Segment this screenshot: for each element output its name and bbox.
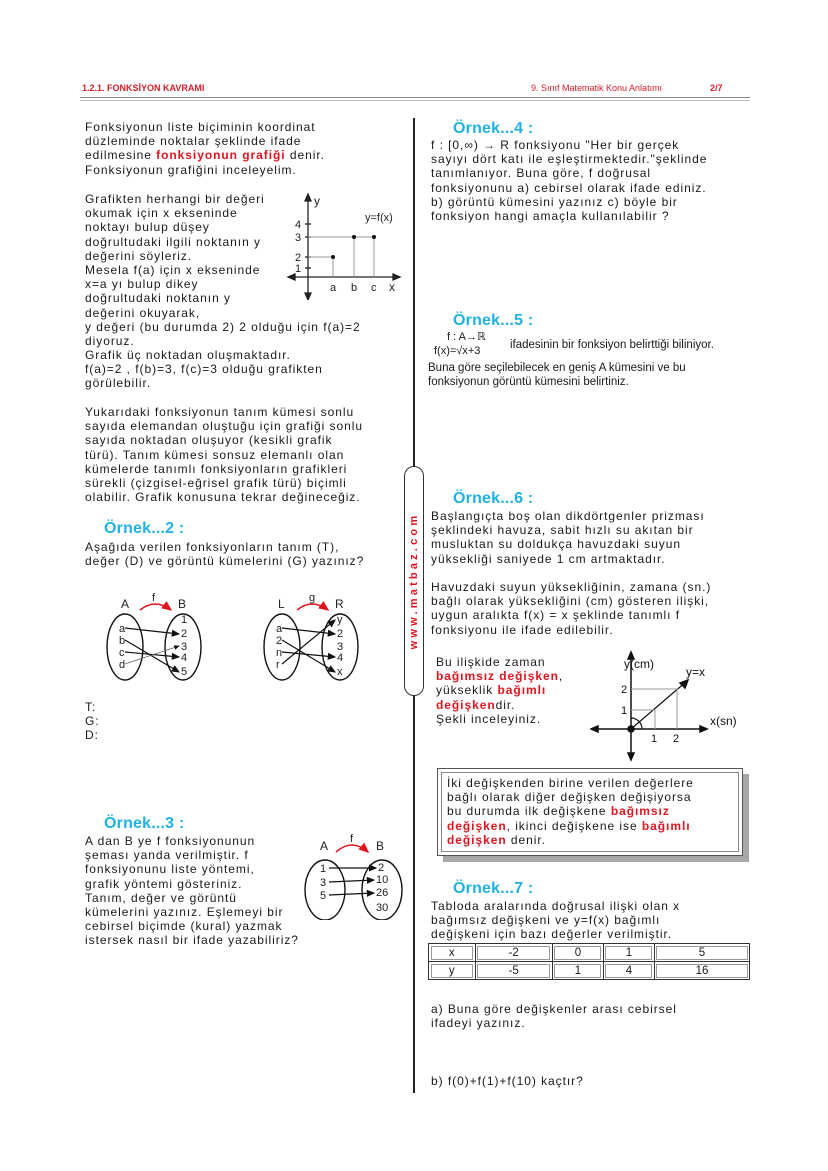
svg-text:R: R: [335, 597, 344, 611]
svg-text:y: y: [314, 194, 320, 208]
text-line: değer (D) ve görüntü kümelerini (G) yazınız?: [85, 554, 365, 569]
text-line: Aşağıda verilen fonksiyonların tanım (T),: [85, 540, 340, 554]
text-line: D:: [85, 728, 99, 743]
text-line: noktayı bulup düşey: [85, 220, 210, 235]
point-b: [352, 235, 356, 239]
intro-paragraph: [85, 120, 325, 177]
text-line: Fonksiyonun grafiğini inceleyelim.: [85, 162, 297, 177]
text-line: okumak için x ekseninde: [85, 206, 238, 221]
example-6-text-2: [431, 580, 711, 637]
text-line: grafik yöntemi gösteriniz.: [85, 876, 243, 891]
table-cell: 5: [654, 944, 749, 962]
svg-text:10: 10: [376, 874, 389, 886]
svg-text:26: 26: [376, 887, 389, 899]
text-line: Tanım, değer ve görüntü: [85, 890, 237, 905]
highlighted-term: bağımlı: [641, 818, 691, 833]
svg-text:4: 4: [295, 219, 302, 231]
svg-text:r: r: [276, 659, 280, 671]
text-segment: , ikinci değişkene ise: [506, 818, 642, 833]
text-segment: yükseklik: [436, 683, 498, 698]
text-line: kümelerini yazınız. Eşlemeyi bir: [85, 904, 284, 919]
text-line: fonksiyonunu a) cebirsel olarak ifade ediniz.: [431, 180, 707, 195]
example-2-title: Örnek...2 :: [104, 520, 185, 537]
example-3-text: [85, 834, 299, 948]
text-line: fonksiyonun görüntü kümesini belirtiniz.: [428, 376, 629, 389]
text-line: sayıda elemandan oluştuğu için grafiği sonlu: [85, 419, 363, 434]
arrow-icon: [288, 274, 295, 280]
section-title: 1.2.1. FONKSİYON KAVRAMI: [82, 83, 205, 93]
text-line: [436, 669, 563, 683]
formula-domain: f : A→ℝ: [447, 331, 486, 343]
question-b: b) f(0)+f(1)+f(10) kaçtır?: [431, 1074, 584, 1088]
text-line: yüksekliği saniyede 1 cm artmaktadır.: [431, 551, 666, 566]
question-a: [431, 1002, 677, 1030]
text-segment: edilmesine: [85, 148, 157, 163]
highlighted-term: bağımsız: [610, 804, 670, 819]
svg-text:x: x: [337, 666, 343, 678]
svg-text:1: 1: [295, 263, 302, 275]
text-line: görülebilir.: [85, 376, 152, 391]
svg-text:2: 2: [621, 684, 628, 696]
svg-text:2: 2: [673, 733, 680, 745]
text-segment: denir.: [285, 148, 325, 163]
example-7-title: Örnek...7 :: [453, 880, 534, 897]
svg-text:b: b: [119, 635, 126, 647]
text-line: x=a yı bulup dikey: [85, 277, 199, 292]
svg-text:3: 3: [337, 641, 344, 653]
svg-text:1: 1: [320, 863, 327, 875]
text-line: Grafik üç noktadan oluşmaktadır.: [85, 348, 291, 363]
table-cell: x: [429, 944, 476, 962]
example-6-text-1: [431, 509, 705, 566]
svg-text:f: f: [350, 833, 354, 845]
arrow-icon: [305, 194, 311, 201]
svg-text:f: f: [152, 592, 156, 604]
highlighted-term: bağımsız değişken: [436, 669, 559, 684]
text-line: [436, 683, 563, 697]
text-line: Havuzdaki suyun yüksekliğinin, zamana (sn.): [431, 580, 712, 594]
text-line: Mesela f(a) için x ekseninde: [85, 262, 261, 277]
example-2-text: [85, 540, 364, 568]
table-cell: 16: [654, 962, 749, 980]
svg-text:1: 1: [651, 733, 658, 745]
text-line: bağlı olarak yüksekliğini (cm) gösteren ilişki,: [431, 594, 710, 609]
text-line: Şekli inceleyiniz.: [436, 711, 542, 726]
svg-text:2: 2: [378, 862, 385, 874]
svg-text:c: c: [119, 647, 125, 659]
svg-text:3: 3: [320, 877, 327, 889]
text-line: İki değişkenden birine verilen değerlere: [447, 776, 694, 790]
watermark-text: www.matbaz.com: [408, 512, 420, 650]
text-line: değişkeni için bazı değerler verilmiştir.: [431, 927, 673, 942]
text-line: uygun aralıkta f(x) = x şeklinde tanımlı f: [431, 608, 680, 623]
text-line: bağlı olarak diğer değişken değişiyorsa: [447, 790, 692, 805]
svg-text:n: n: [276, 647, 283, 659]
table-cell: -2: [475, 944, 552, 962]
highlighted-term: değişken: [447, 818, 507, 833]
svg-text:3: 3: [295, 232, 302, 244]
text-line: Başlangıçta boş olan dikdörtgenler prizması: [431, 509, 705, 523]
example-6-title: Örnek...6 :: [453, 490, 534, 507]
point-a: [331, 255, 335, 259]
text-line: doğrultudaki noktanın y: [85, 291, 231, 306]
svg-text:A: A: [320, 839, 329, 853]
function-graph: [285, 190, 410, 300]
text-line: Grafikten herhangi bir değeri: [85, 192, 265, 206]
text-line: türü). Tanım kümesi sonsuz elemanlı olan: [85, 447, 345, 462]
svg-text:y: y: [337, 614, 343, 626]
svg-text:x(sn): x(sn): [710, 714, 737, 728]
text-line: sürekli (çizgisel-eğrisel grafik türü) biçimli: [85, 475, 347, 490]
svg-text:2: 2: [337, 628, 344, 640]
answer-lines: [85, 700, 100, 743]
text-line: şeklindeki havuza, sabit hızlı su akıtan bir: [431, 523, 694, 538]
text-line: [447, 833, 694, 847]
table-cell: 1: [603, 944, 654, 962]
svg-text:5: 5: [320, 890, 327, 902]
svg-text:y=x: y=x: [686, 665, 706, 679]
table-cell: y: [429, 962, 476, 980]
svg-text:a: a: [276, 623, 283, 635]
text-line: A dan B ye f fonksiyonunun: [85, 834, 256, 848]
text-line: T:: [85, 700, 97, 714]
text-line: fonksiyonunu liste yöntemi,: [85, 862, 255, 877]
example-4-text: [431, 138, 707, 223]
text-line: Buna göre seçilebilecek en geniş A kümesini ve bu: [428, 362, 686, 374]
text-line: b) görüntü kümesini yazınız c) böyle bir: [431, 194, 678, 209]
text-line: şeması yanda verilmiştir. f: [85, 848, 249, 863]
text-line: y değeri (bu durumda 2) 2 olduğu için f(a)=2: [85, 319, 361, 334]
example-3-title: Örnek...3 :: [104, 815, 185, 832]
svg-text:1: 1: [621, 705, 628, 717]
text-segment: bu durumda ilk değişkene: [447, 804, 611, 819]
svg-text:a: a: [330, 282, 337, 294]
svg-text:A: A: [121, 597, 130, 611]
table-row-y: [429, 962, 750, 980]
arrow-icon: [628, 753, 634, 760]
text-line: [85, 148, 325, 162]
text-line: Fonksiyonun liste biçiminin koordinat: [85, 120, 316, 134]
svg-text:B: B: [178, 597, 187, 611]
text-line: değerini okuyarak,: [85, 305, 201, 320]
text-line: a) Buna göre değişkenler arası cebirsel: [431, 1002, 677, 1016]
arrow-icon: [591, 726, 598, 732]
svg-text:2: 2: [276, 635, 283, 647]
subject-title: 9. Sınıf Matematik Konu Anlatımı: [531, 83, 663, 93]
arrow-icon: [305, 293, 311, 300]
highlighted-term: değişken: [436, 697, 496, 712]
svg-text:4: 4: [181, 652, 188, 664]
text-line: [447, 819, 694, 833]
table-row-x: [429, 944, 750, 962]
text-line: fonksiyon hangi amaçla kullanılabilir ?: [431, 208, 670, 223]
svg-text:2: 2: [181, 628, 188, 640]
svg-text:g: g: [309, 592, 316, 604]
text-line: tanımlanıyor. Buna göre, f doğrusal: [431, 166, 652, 181]
svg-text:30: 30: [376, 902, 389, 914]
svg-text:b: b: [351, 282, 358, 294]
text-line: Yukarıdaki fonksiyonun tanım kümesi sonlu: [85, 405, 355, 419]
text-line: kümelerde tanımlı fonksiyonların grafikleri: [85, 461, 348, 476]
svg-text:d: d: [119, 659, 126, 671]
text-line: [447, 804, 694, 818]
text-line: diyoruz.: [85, 333, 135, 348]
text-line: doğrultudaki ilgili noktanın y: [85, 234, 261, 249]
text-line: olabilir. Grafik konusuna tekrar değineceğiz.: [85, 490, 361, 505]
example-5-statement: ifadesinin bir fonksiyon belirttiği biliniyor.: [510, 339, 714, 351]
example-6-text-3: [436, 655, 563, 726]
text-line: düzleminde noktalar şeklinde ifade: [85, 134, 302, 149]
svg-text:5: 5: [181, 666, 188, 678]
example-5-title: Örnek...5 :: [453, 312, 534, 329]
svg-text:x: x: [389, 280, 395, 294]
point-c: [372, 235, 376, 239]
text-line: ifadeyi yazınız.: [431, 1016, 526, 1031]
text-line: istersek nasıl bir ifade yazabiliriz?: [85, 933, 299, 948]
text-segment: denir.: [506, 832, 546, 847]
arrow-icon: [700, 726, 707, 732]
example-4-title: Örnek...4 :: [453, 120, 534, 137]
formula-function: f(x)=√x+3: [434, 345, 481, 357]
svg-text:y=f(x): y=f(x): [365, 212, 393, 224]
text-line: sayıyı dört katı ile eşleştirmektedir."şeklinde: [431, 152, 708, 167]
svg-text:L: L: [278, 597, 285, 611]
text-line: değerini söyleriz.: [85, 248, 193, 263]
mapping-diagrams: [95, 590, 395, 690]
svg-text:3: 3: [181, 641, 188, 653]
text-line: Tabloda aralarında doğrusal ilişki olan x: [431, 899, 681, 913]
height-time-graph: [590, 650, 750, 762]
text-line: G:: [85, 714, 100, 729]
page-number: 2/7: [710, 83, 723, 93]
highlighted-term: değişken: [447, 832, 507, 847]
svg-text:c: c: [371, 282, 377, 294]
text-line: f(a)=2 , f(b)=3, f(c)=3 olduğu grafikten: [85, 362, 323, 377]
text-line: musluktan su doldukça havuzdaki suyun: [431, 537, 681, 552]
svg-text:4: 4: [337, 652, 344, 664]
values-table: [428, 943, 750, 980]
example-3-diagram: [300, 830, 410, 920]
text-segment: ,: [558, 669, 564, 684]
svg-text:y(cm): y(cm): [624, 657, 654, 671]
highlighted-term: fonksiyonun grafiği: [156, 148, 286, 163]
header-rule: [80, 97, 750, 98]
table-cell: 1: [552, 962, 603, 980]
table-cell: -5: [475, 962, 552, 980]
example-5-text: [428, 361, 686, 389]
definition-box: [437, 768, 743, 856]
discrete-graph-paragraph: [85, 405, 363, 504]
text-line: cebirsel biçimde (kural) yazmak: [85, 919, 283, 934]
svg-text:a: a: [119, 623, 126, 635]
table-cell: 4: [603, 962, 654, 980]
text-line: Bu ilişkide zaman: [436, 655, 546, 669]
svg-text:B: B: [376, 839, 385, 853]
text-line: sayıda noktadan oluşuyor (kesikli grafik: [85, 433, 333, 448]
header-rule: [80, 100, 750, 101]
definition-text: [447, 776, 694, 847]
text-line: bağımsız değişkeni ve y=f(x) bağımlı: [431, 913, 661, 928]
text-segment: dir.: [495, 697, 516, 712]
table-cell: 0: [552, 944, 603, 962]
text-line: [436, 698, 563, 712]
text-line: fonksiyonu ile ifade edilebilir.: [431, 622, 614, 637]
svg-text:1: 1: [181, 614, 188, 626]
highlighted-term: bağımlı: [497, 683, 547, 698]
example-7-text: [431, 899, 680, 942]
watermark-capsule: [404, 466, 424, 696]
svg-text:2: 2: [295, 252, 302, 264]
text-line: f : [0,∞) → R fonksiyonu "Her bir gerçek: [431, 138, 680, 152]
